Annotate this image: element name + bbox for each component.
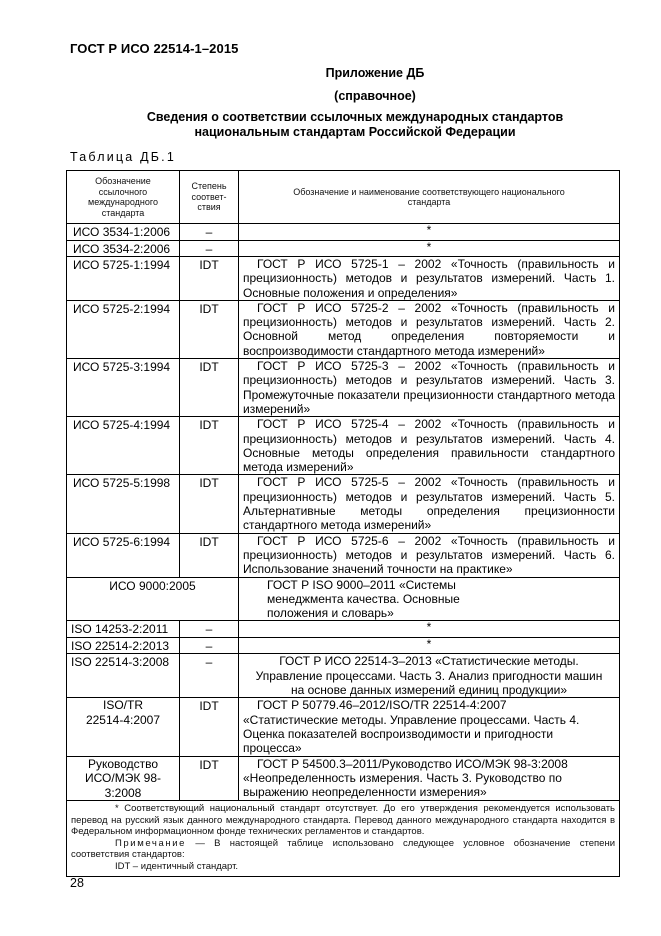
row-degree: IDT — [180, 300, 239, 358]
appendix-title: Приложение ДБ — [325, 66, 425, 80]
table-header-row — [67, 171, 620, 224]
table-label: Таблица ДБ.1 — [70, 150, 176, 164]
row-national: ГОСТ Р ИСО 5725-2 – 2002 «Точность (правильность и прецизионность) методов и результатов измерений. Часть 2. Основной метод определения повторяемости и воспроизводимости стандартного метода измерений» — [239, 300, 620, 358]
row-degree: IDT — [180, 698, 239, 756]
row-degree: – — [180, 654, 239, 698]
table-row — [67, 300, 620, 358]
row-national: ГОСТ Р 54500.3–2011/Руководство ИСО/МЭК 98-3:2008 «Неопределенность измерения. Часть 3. Руководство по выражению неопределенности измерения» — [239, 756, 620, 801]
row-national: * — [239, 637, 620, 654]
table-row — [67, 698, 620, 756]
row-degree: IDT — [180, 417, 239, 475]
table-row — [67, 654, 620, 698]
table-row — [67, 621, 620, 638]
table-row — [67, 224, 620, 241]
correspondence-table — [66, 170, 620, 877]
table-row — [67, 417, 620, 475]
table-footnote-row — [67, 801, 620, 877]
row-national: ГОСТ Р 50779.46–2012/ISO/TR 22514-4:2007 «Статистические методы. Управление процессами. Часть 4. Оценка показателей воспроизводимости и пригодности процесса» — [239, 698, 620, 756]
row-degree: – — [180, 637, 239, 654]
row-national: ГОСТ Р ИСО 22514-3–2013 «Статистические методы. Управление процессами. Часть 3. Анализ пригодности машин на основе данных измерений единиц продукции» — [239, 654, 620, 698]
row-national: ГОСТ Р ИСО 5725-6 – 2002 «Точность (правильность и прецизионность) методов и результатов измерений. Часть 6. Использование значений точности на практике» — [239, 533, 620, 577]
row-standard: ИСО 5725-2:1994 — [67, 300, 180, 358]
row-standard: ISO 22514-3:2008 — [67, 654, 180, 698]
row-standard: ИСО 3534-1:2006 — [67, 224, 180, 241]
table-row — [67, 577, 620, 621]
row-standard: ИСО 3534-2:2006 — [67, 240, 180, 257]
document-code: ГОСТ Р ИСО 22514-1–2015 — [70, 41, 239, 56]
table-row — [67, 637, 620, 654]
row-degree: – — [180, 240, 239, 257]
row-degree: IDT — [180, 359, 239, 417]
row-national: ГОСТ Р ИСО 5725-4 – 2002 «Точность (правильность и прецизионность) методов и результатов измерений. Часть 4. Основные методы определения правильности стандартного метода измерений» — [239, 417, 620, 475]
row-degree: – — [180, 224, 239, 241]
row-standard: ИСО 5725-4:1994 — [67, 417, 180, 475]
header-national-standard: Обозначение и наименование соответствующего национального стандарта — [239, 171, 620, 224]
table-row — [67, 756, 620, 801]
footnote-text: * Соответствующий национальный стандарт отсутствует. До его утверждения рекомендуется использовать перевод на русский язык данного международного стандарта. Перевод данного международного стандарта находится в Федеральном информационном фонде технических регламентов и стандартов. — [71, 803, 615, 837]
row-standard: Руководство ИСО/МЭК 98-3:2008 — [67, 756, 180, 801]
row-national: ГОСТ Р ИСО 5725-5 – 2002 «Точность (правильность и прецизионность) методов и результатов измерений. Часть 5. Альтернативные методы определения прецизионности стандартного метода измерений» — [239, 475, 620, 533]
row-standard: ИСО 5725-3:1994 — [67, 359, 180, 417]
row-standard: ИСО 9000:2005 — [67, 577, 239, 621]
row-standard: ISO 22514-2:2013 — [67, 637, 180, 654]
row-standard: ISO 14253-2:2011 — [67, 621, 180, 638]
row-national: * — [239, 224, 620, 241]
page-number: 28 — [70, 876, 84, 890]
row-standard: ИСО 5725-1:1994 — [67, 257, 180, 301]
row-degree: IDT — [180, 257, 239, 301]
row-standard: ИСО 5725-5:1998 — [67, 475, 180, 533]
row-national: * — [239, 240, 620, 257]
row-degree: IDT — [180, 756, 239, 801]
table-footnote — [67, 801, 620, 877]
row-national: ГОСТ Р ISO 9000–2011 «Системы менеджмента качества. Основные положения и словарь» — [239, 577, 620, 621]
note-label: Примечание — [115, 837, 186, 849]
header-degree: Степень соответ-ствия — [180, 171, 239, 224]
row-standard: ИСО 5725-6:1994 — [67, 533, 180, 577]
row-degree: – — [180, 621, 239, 638]
row-degree: IDT — [180, 533, 239, 577]
table-row — [67, 475, 620, 533]
row-degree: IDT — [180, 475, 239, 533]
note-idt: IDT – идентичный стандарт. — [115, 860, 239, 872]
row-standard: ISO/TR 22514-4:2007 — [67, 698, 180, 756]
caption-line-2: национальным стандартам Российской Федерации — [194, 125, 516, 139]
table-row — [67, 240, 620, 257]
appendix-type: (справочное) — [334, 89, 416, 103]
header-international-standard: Обозначение ссылочного международного стандарта — [67, 171, 180, 224]
caption-line-1: Сведения о соответствии ссылочных международных стандартов — [146, 110, 564, 124]
appendix-caption — [140, 110, 570, 140]
table-row — [67, 257, 620, 301]
row-national: * — [239, 621, 620, 638]
row-national: ГОСТ Р ИСО 5725-3 – 2002 «Точность (правильность и прецизионность) методов и результатов измерений. Часть 3. Промежуточные показатели прецизионности стандартного метода измерений» — [239, 359, 620, 417]
note-text: Примечание — В настоящей таблице использовано следующее условное обозначение степени соответствия стандартов: — [71, 837, 615, 860]
row-national: ГОСТ Р ИСО 5725-1 – 2002 «Точность (правильность и прецизионность) методов и результатов измерений. Часть 1. Основные положения и определения» — [239, 257, 620, 301]
table-row — [67, 533, 620, 577]
table-row — [67, 359, 620, 417]
